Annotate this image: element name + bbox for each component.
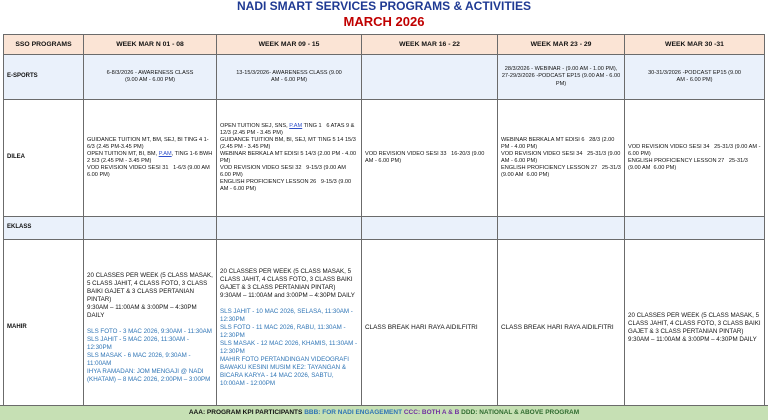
dilea-week-5 [625,100,765,217]
header-week-2: WEEK MAR 09 - 15 [217,35,362,55]
cell-line: 6-8/3/2026 - AWARENESS CLASS [106,69,194,76]
spacer [87,320,213,328]
row-dilea [4,100,765,217]
cell-line: 28/3/2026 - WEBINAR - (9.00 AM - 1.00 PM), [504,66,618,73]
page-title: NADI SMART SERVICES PROGRAMS & ACTIVITIES [236,0,532,13]
header-week-3: WEEK MAR 16 - 22 [362,35,498,55]
legend-ccc: CCC: BOTH A & B [403,409,460,416]
eklass-week-5 [625,217,765,240]
cell-line: 27-29/3/2026 -PODCAST EP15 (9.00 AM - 6.00 PM) [501,73,622,87]
header-sso-programs: SSO PROGRAMS [4,35,84,55]
pam-link[interactable]: P.AM [158,150,172,157]
spacer [220,300,358,308]
row-esports [4,55,765,100]
cell-line: 9:30AM – 11:00AM & 3:00PM – 4:30PM DAILY [628,335,757,343]
dilea-week-4 [498,100,625,217]
pam-link[interactable]: P.AM [289,122,303,129]
event-line: IHYA RAMADAN: JOM MENGAJI @ NADI (KHATAM) – 8 MAC 2026, 2:00PM – 3:00PM [87,367,211,383]
cell-line: WEBINAR BERKALA MT EDISI 6 28/3 (2.00 PM - 4.00 PM) [501,136,616,150]
eklass-week-2 [217,217,362,240]
dilea-week-2 [217,100,362,217]
cell-line: 20 CLASSES PER WEEK (5 CLASS MASAK, 5 CLASS JAHIT, 4 CLASS FOTO, 3 CLASS BAIKI GAJET & 3 CLASS PERTANIAN PINTAR) [628,311,763,335]
mahir-week-2 [217,240,362,416]
row-label-esports: E-SPORTS [4,55,84,100]
cell-line-part: , TING 1-6 BWH 2 5/3 (2.45 PM - 3.45 PM) [87,150,214,164]
eklass-week-3 [362,217,498,240]
cell-line: 30-31/3/2026 -PODCAST EP15 (9.00 [648,69,741,76]
cell-line: WEBINAR BERKALA MT EDISI 5 14/3 (2.00 PM - 4.00 PM) [220,150,358,164]
mahir-week-3: CLASS BREAK HARI RAYA AIDILFITRI [362,240,498,416]
cell-line: VOD REVISION VIDEO SESI 32 9-15/3 (9.00 AM 6.00 PM) [220,165,351,179]
cell-line: 20 CLASSES PER WEEK (5 CLASS MASAK, 5 CLASS JAHIT, 4 CLASS FOTO, 3 CLASS BAIKI GAJET & 3 CLASS PERTANIAN PINTAR) [220,267,355,291]
row-label-mahir: MAHIR [4,240,84,416]
cell-line: 20 CLASSES PER WEEK (5 CLASS MASAK, 5 CLASS JAHIT, 4 CLASS FOTO, 3 CLASS BAIKI GAJET & 3 CLASS PERTANIAN PINTAR) [87,271,215,303]
esports-week-1 [84,55,217,100]
row-mahir [4,240,765,416]
cell-line: ENGLISH PROFICIENCY LESSON 27 25-31/3 (9.00 AM 6.00 PM) [628,158,750,172]
cell-line [220,123,358,137]
event-line: SLS FOTO - 11 MAC 2026, RABU, 11:30AM - 12:30PM [220,323,348,339]
event-line: SLS FOTO - 3 MAC 2026, 9:30AM - 11:30AM [87,327,212,335]
header-week-5: WEEK MAR 30 -31 [625,35,765,55]
eklass-week-4 [498,217,625,240]
cell-line: VOD REVISION VIDEO SESI 33 16-20/3 (9.00 AM - 6.00 PM) [365,150,486,164]
cell-line: ENGLISH PROFICIENCY LESSON 27 25-31/3 (9.00 AM 6.00 PM) [501,165,623,179]
cell-line: AM - 6.00 PM) [270,77,308,83]
legend-aaa: AAA: PROGRAM KPI PARTICIPANTS [188,409,303,416]
event-line: SLS MASAK - 6 MAC 2026, 9:30AM - 11:00AM [87,351,193,367]
event-line: SLS JAHIT - 5 MAC 2026, 11:30AM - 12:30PM [87,335,191,351]
cell-line: AM - 6.00 PM) [676,77,713,83]
legend-bbb: BBB: FOR NADI ENGAGEMENT [304,409,403,416]
legend-ddd: DDD: NATIONAL & ABOVE PROGRAM [461,409,580,416]
row-label-eklass: EKLASS [4,217,84,240]
esports-week-3 [362,55,498,100]
mahir-week-1 [84,240,217,416]
cell-line: 9:30AM – 11:00AM and 3:00PM – 4:30PM DAILY [220,291,355,299]
event-line: SLS JAHIT - 10 MAC 2026, SELASA, 11:30AM - 12:30PM [220,307,355,323]
schedule-table [3,34,765,416]
mahir-week-5 [625,240,765,416]
header-row [4,35,765,55]
row-label-dilea: DILEA [4,100,84,217]
cell-line: ENGLISH PROFICIENCY LESSON 26 9-15/3 (9.00 AM - 6.00 PM) [220,179,353,193]
esports-week-5 [625,55,765,100]
esports-week-4 [498,55,625,100]
cell-line-part: OPEN TUITION SEJ, SNS, [220,122,290,129]
dilea-week-3 [362,100,498,217]
eklass-week-1 [84,217,217,240]
row-eklass [4,217,765,240]
header-week-4: WEEK MAR 23 - 29 [498,35,625,55]
cell-line [87,151,213,165]
header-week-1: WEEK MAR N 01 - 08 [84,35,217,55]
esports-week-2 [217,55,362,100]
month-subtitle: MARCH 2026 [343,14,425,29]
cell-line: GUIDANCE TUITION MT, BM, SEJ, BI TING 4 1-6/3 (2.45 PM-3.45 PM) [87,136,209,150]
event-line: MAHIR FOTO PERTANDINGAN VIDEOGRAFI BAWAKU KESINI MUSIM KE2: TAYANGAN & BICARA KARYA - 14 MAC 2026, SABTU, 10:00AM - 12:00PM [220,355,351,387]
cell-line: 13-15/3/2026- AWARENESS CLASS (9.00 [236,69,342,76]
cell-line: GUIDANCE TUITION BM, BI, SEJ, MT TING 5 14 15/3 (2.45 PM - 3.45 PM) [220,136,358,150]
cell-line: (9.00 AM - 6.00 PM) [124,77,176,83]
cell-line: VOD REVISION VIDEO SESI 34 25-31/3 (9.00 AM - 6.00 PM) [501,150,622,164]
legend-bar [0,405,768,420]
mahir-week-4: CLASS BREAK HARI RAYA AIDILFITRI [498,240,625,416]
cell-line-part: OPEN TUITION MT, BI, BM, [87,150,159,157]
cell-line: VOD REVISION VIDEO SESI 31 1-6/3 (9.00 AM 6.00 PM) [87,165,215,179]
event-line: SLS MASAK - 12 MAC 2026, KHAMIS, 11:30AM - 12:30PM [220,339,359,355]
cell-line-part: TING 1 6 ATAS 9 & 12/3 (2.45 PM - 3.45 PM) [220,122,356,136]
cell-line: VOD REVISION VIDEO SESI 34 25-31/3 (9.00 AM - 6.00 PM) [628,143,762,157]
cell-line: 9:30AM – 11:00AM & 3:00PM – 4:30PM DAILY [87,303,199,319]
dilea-week-1 [84,100,217,217]
